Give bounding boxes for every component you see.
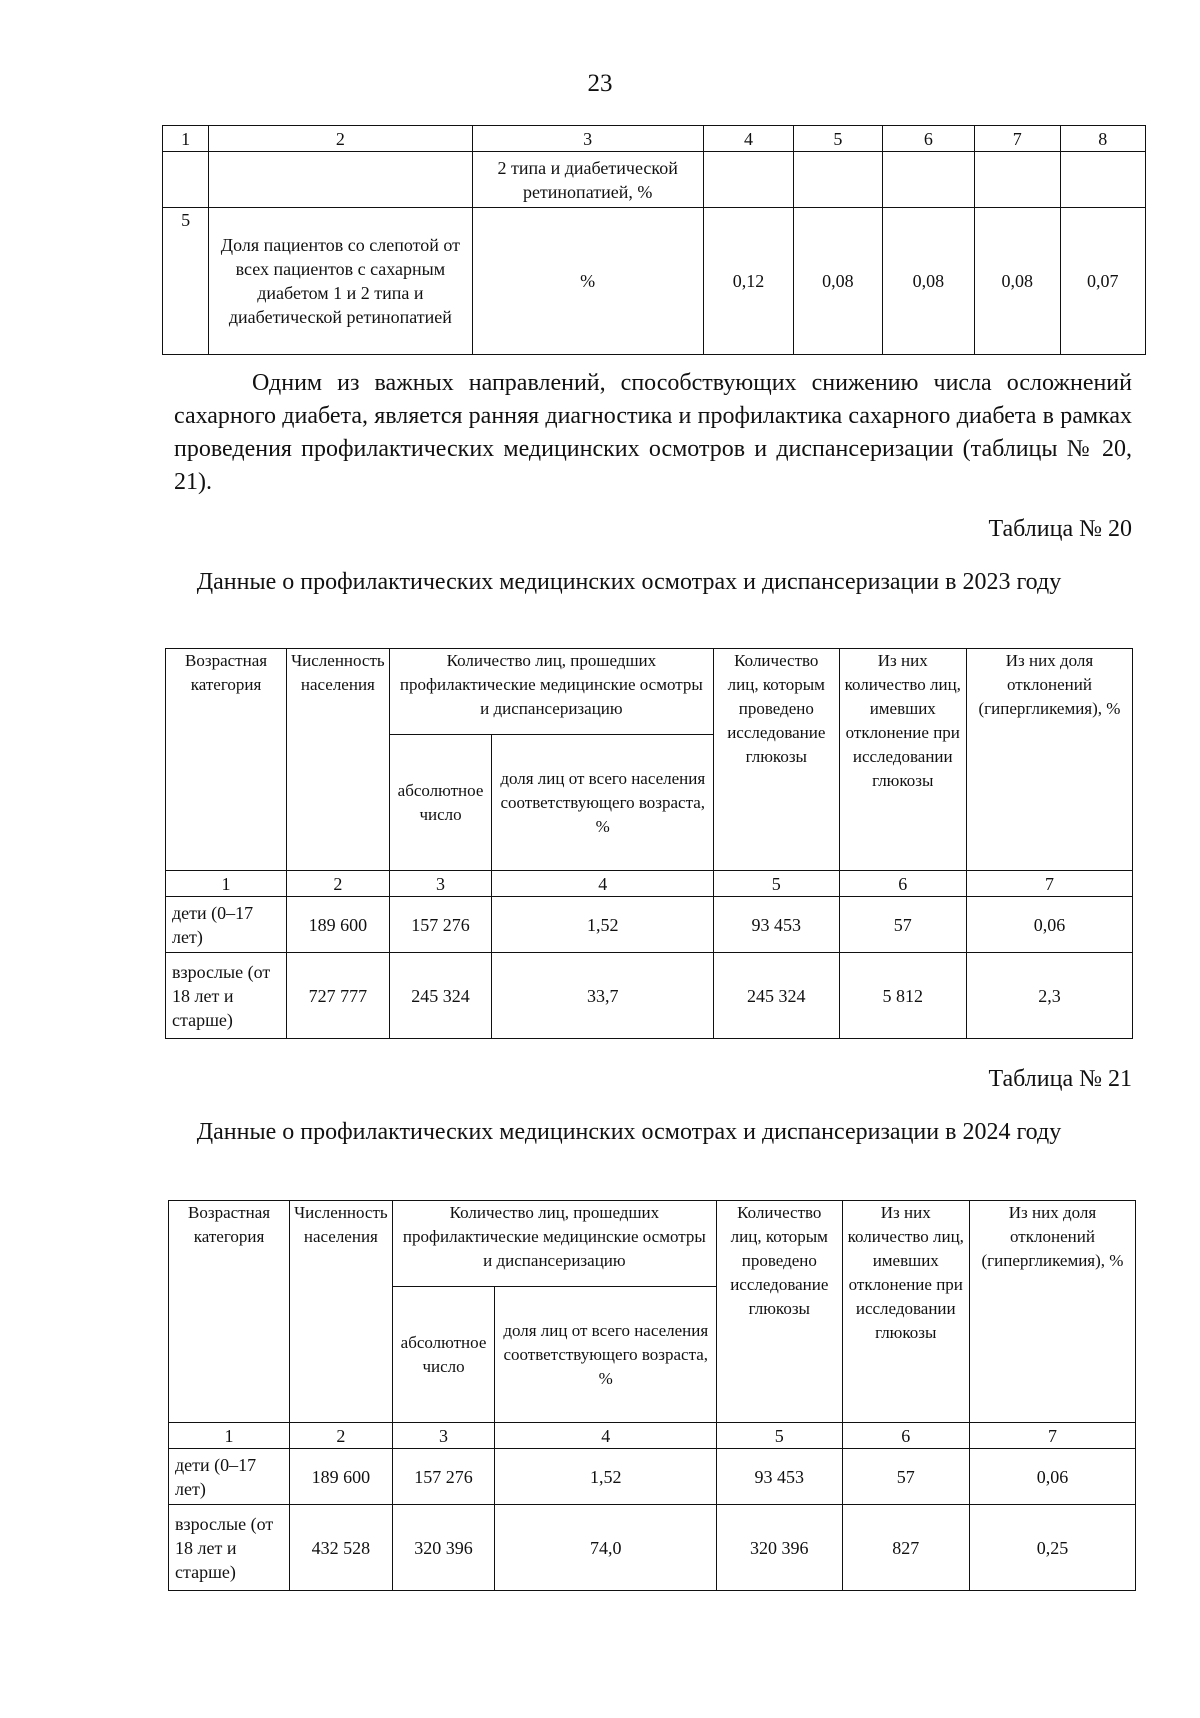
share-cell: 1,52 [492,897,714,953]
passed-header: Количество лиц, прошедших профилактические медицинские осмотры и диспансеризацию [392,1201,716,1287]
population-cell: 432 528 [290,1505,393,1591]
col-number: 3 [392,1423,495,1449]
age-header: Возрастная категория [166,649,287,871]
deviation-share-cell: 0,25 [969,1505,1135,1591]
column-number-row [166,871,1133,897]
col-number: 2 [287,871,390,897]
col-number: 8 [1060,126,1145,152]
deviation-share-header: Из них доля отклонений (гипергликемия), % [969,1201,1135,1423]
col-number: 4 [703,126,793,152]
col-number: 5 [717,1423,842,1449]
col-number: 3 [389,871,492,897]
col-number: 7 [969,1423,1135,1449]
table-21-label: Таблица № 21 [988,1066,1132,1092]
value-cell: 0,08 [794,208,882,355]
row-number: 5 [163,208,209,355]
population-header: Численность населения [287,649,390,871]
population-cell: 189 600 [287,897,390,953]
col-number: 2 [209,126,472,152]
glucose-cell: 93 453 [717,1449,842,1505]
deviation-cell: 827 [842,1505,969,1591]
table-row [166,953,1133,1039]
glucose-header: Количество лиц, которым проведено исследование глюкозы [714,649,839,871]
deviation-header: Из них количество лиц, имевших отклонение при исследовании глюкозы [839,649,966,871]
col-number: 1 [169,1423,290,1449]
deviation-cell: 57 [842,1449,969,1505]
absolute-cell: 157 276 [389,897,492,953]
absolute-cell: 320 396 [392,1505,495,1591]
unit-cell: 2 типа и диабетической ретинопатией, % [472,152,703,208]
col-number: 7 [966,871,1132,897]
col-number: 6 [842,1423,969,1449]
col-number: 4 [495,1423,717,1449]
unit-cell: % [472,208,703,355]
continued-indicator-table [162,125,1146,355]
table-row [163,152,1146,208]
category-cell: дети (0–17 лет) [169,1449,290,1505]
table-row [163,208,1146,355]
col-number: 6 [882,126,974,152]
glucose-cell: 320 396 [717,1505,842,1591]
col-number: 3 [472,126,703,152]
absolute-header: абсолютное число [392,1287,495,1423]
population-cell: 727 777 [287,953,390,1039]
glucose-cell: 93 453 [714,897,839,953]
absolute-header: абсолютное число [389,735,492,871]
table-row [169,1505,1136,1591]
value-cell: 0,07 [1060,208,1145,355]
age-header: Возрастная категория [169,1201,290,1423]
category-cell: взрослые (от 18 лет и старше) [169,1505,290,1591]
table-row [169,1449,1136,1505]
table-row [166,897,1133,953]
page-number: 23 [587,70,613,97]
table-21 [168,1200,1136,1591]
glucose-cell: 245 324 [714,953,839,1039]
body-paragraph: Одним из важных направлений, способствующих снижению числа осложнений сахарного диабета, является ранняя диагностика и профилактика сахарного диабета в рамках проведения профилактических медицинских осмотров и диспансеризации (таблицы № 20, 21). [174,370,1132,495]
header-row [166,649,1133,735]
glucose-header: Количество лиц, которым проведено исследование глюкозы [717,1201,842,1423]
absolute-cell: 245 324 [389,953,492,1039]
absolute-cell: 157 276 [392,1449,495,1505]
deviation-cell: 5 812 [839,953,966,1039]
col-number: 5 [794,126,882,152]
deviation-share-header: Из них доля отклонений (гипергликемия), % [966,649,1132,871]
col-number: 5 [714,871,839,897]
table-20-title: Данные о профилактических медицинских осмотрах и диспансеризации в 2023 году [196,569,1062,595]
col-number: 4 [492,871,714,897]
deviation-share-cell: 0,06 [969,1449,1135,1505]
value-cell: 0,12 [703,208,793,355]
share-header: доля лиц от всего населения соответствующего возраста, % [492,735,714,871]
share-cell: 1,52 [495,1449,717,1505]
col-number: 2 [290,1423,393,1449]
category-cell: взрослые (от 18 лет и старше) [166,953,287,1039]
passed-header: Количество лиц, прошедших профилактические медицинские осмотры и диспансеризацию [389,649,713,735]
deviation-share-cell: 2,3 [966,953,1132,1039]
col-number: 1 [166,871,287,897]
value-cell: 0,08 [975,208,1060,355]
value-cell: 0,08 [882,208,974,355]
table-20 [165,648,1133,1039]
category-cell: дети (0–17 лет) [166,897,287,953]
population-header: Численность населения [290,1201,393,1423]
table-21-title: Данные о профилактических медицинских осмотрах и диспансеризации в 2024 году [196,1119,1062,1145]
column-number-row [169,1423,1136,1449]
table-20-label: Таблица № 20 [988,516,1132,542]
col-number: 7 [975,126,1060,152]
col-number: 6 [839,871,966,897]
population-cell: 189 600 [290,1449,393,1505]
share-cell: 33,7 [492,953,714,1039]
share-header: доля лиц от всего населения соответствующего возраста, % [495,1287,717,1423]
deviation-share-cell: 0,06 [966,897,1132,953]
header-row [163,126,1146,152]
deviation-cell: 57 [839,897,966,953]
indicator-name: Доля пациентов со слепотой от всех пациентов с сахарным диабетом 1 и 2 типа и диабетической ретинопатией [209,208,472,355]
deviation-header: Из них количество лиц, имевших отклонение при исследовании глюкозы [842,1201,969,1423]
share-cell: 74,0 [495,1505,717,1591]
header-row [169,1201,1136,1287]
col-number: 1 [163,126,209,152]
